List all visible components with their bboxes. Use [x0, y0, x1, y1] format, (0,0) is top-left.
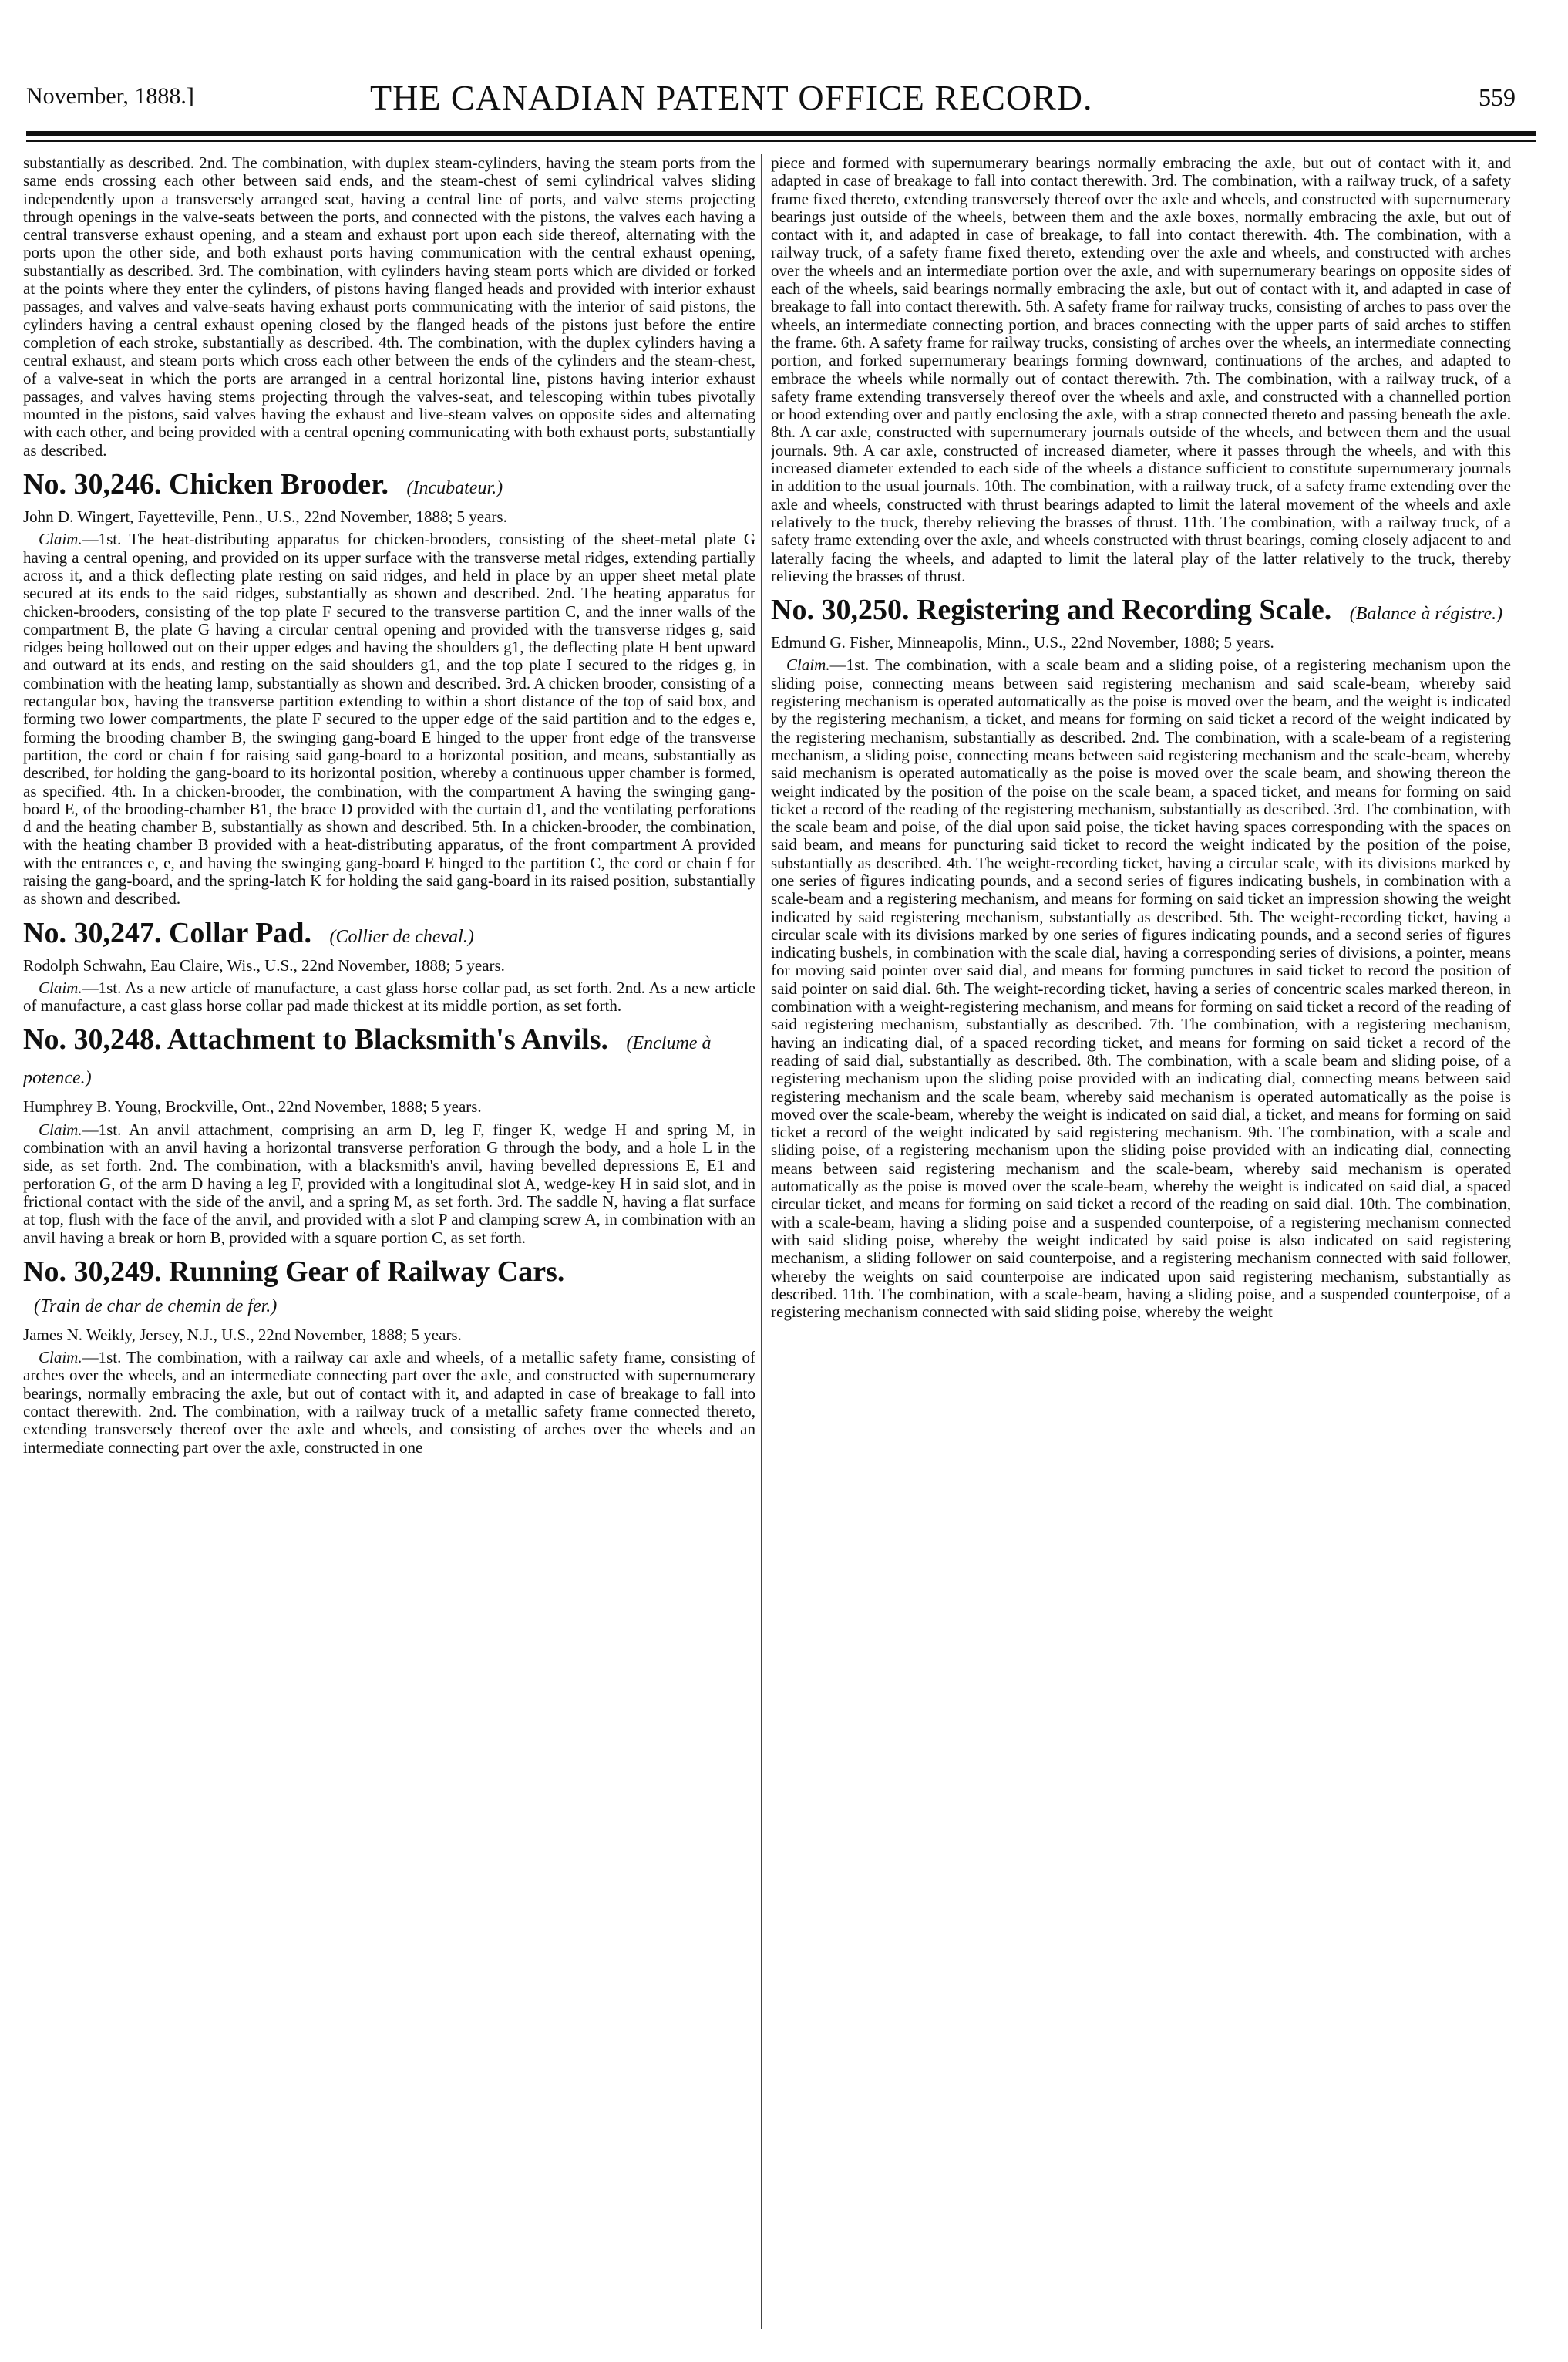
patent-number: No. 30,248.: [23, 1023, 162, 1056]
patent-heading: [23, 1024, 755, 1093]
header-rule-thick: [26, 131, 1536, 136]
patent-number: No. 30,249.: [23, 1255, 162, 1288]
claim-text: —1st. The heat-distributing apparatus for chicken-brooders, consisting of the sheet-metal plate G having a central opening, and provided on its upper surface with the transverse metal ridges, extending partially across it, and a thick deflecting plate resting on said ridges, and held in place by an upper sheet metal plate secured at its ends to the said ridges, substantially as shown and described. 2nd. The heating apparatus for chicken-brooders, consisting of the top plate F secured to the transverse partition C, and the inner walls of the compartment B, the plate G having a circular central opening and provided with the transverse ridges g, said ridges being hollowed out on their upper edges and having the shoulders g1, the deflecting plate H bent upward and outward at its ends, and resting on the said shoulders g1, and the top plate I secured to the ridges g, in combination with the heating lamp, substantially as shown and described. 3rd. A chicken brooder, consisting of a rectangular box, having the transverse partition extending to within a short distance of the top of said box, and forming two lower compartments, the plate F secured to the upper edge of the said partition and to the edges e, forming the brooding chamber B, the swinging gang-board E hinged to the upper front edge of the transverse partition, the cord or chain f for raising said gang-board to a horizontal position, and means, substantially as described, for holding the gang-board to its horizontal position, whereby a continuous upper chamber is formed, as specified. 4th. In a chicken-brooder, the combination, with the compartment A having the swinging gang-board E, of the brooding-chamber B1, the brace D provided with the curtain d1, and the ventilating perforations d and the heating chamber B, substantially as shown and described. 5th. In a chicken-brooder, the combination, with the heating chamber B provided with a heat-distributing apparatus, of the front compartment A provided with the entrances e, e, and having the swinging gang-board E hinged to the partition C, the cord or chain f for raising the gang-board, and the spring-latch K for holding the said gang-board in its raised position, substantially as shown and described.: [23, 530, 755, 908]
page-header: [0, 0, 1568, 116]
header-title: THE CANADIAN PATENT OFFICE RECORD.: [370, 78, 1093, 117]
claim-label: Claim.: [39, 978, 82, 997]
header-page-number: 559: [1479, 83, 1516, 111]
patent-title: Attachment to Blacksmith's Anvils.: [167, 1023, 608, 1056]
header-rule-thin: [26, 140, 1536, 142]
patent-heading: [23, 1256, 755, 1322]
continuation-text: substantially as described. 2nd. The combination, with duplex steam-cylinders, having the steam ports from the same ends crossing each other between said ends, and the steam-chest of semi cylindrical valves sliding independently upon a transversely arranged seat, having a central line of ports, and valve stems projecting through openings in the valve-seats between the ports, and connected with the pistons, the valves each having a central transverse exhaust opening, and a steam and exhaust port upon each side thereof, alternating with the ports upon the other side, and both exhaust ports having communication with the central exhaust opening, substantially as described. 3rd. The combination, with cylinders having steam ports which are divided or forked at the points where they enter the cylinders, of pistons having flanged heads and provided with interior exhaust passages, and valves and valve-seats having exhaust ports communicating with the interior of said pistons, the cylinders having a central exhaust opening closed by the flanged heads of the pistons just before the entire completion of each stroke, substantially as described. 4th. The combination, with the duplex cylinders having a central exhaust, and steam ports which cross each other between the ends of the cylinders and the steam-chest, of a valve-seat in which the ports are arranged in a central horizontal line, pistons having interior exhaust passages, and valves having stems projecting through the valves-seat, and telescoping within tubes pivotally mounted in the pistons, said valves having the exhaust and live-steam valves on opposite sides and alternating with each other, and being provided with a central opening communicating with both exhaust ports, substantially as described.: [23, 154, 755, 460]
patent-french-title: (Enclume à potence.): [23, 1033, 712, 1089]
patent-entry: [771, 595, 1511, 1321]
claim-text: —1st. The combination, with a railway car axle and wheels, of a metallic safety frame, consisting of arches over the wheels, and an intermediate connecting part over the axle, and constructed with supernumerary bearings, normally embracing the axle, but out of contact with it, and adapted in case of breakage to fall into contact therewith. 2nd. The combination, with a railway truck of a metallic safety frame connected thereto, extending transversely thereof over the axle and wheels, and consisting of arches over the wheels and an intermediate connecting part over the axle, constructed in one: [23, 1348, 755, 1457]
patent-french-title: (Train de char de chemin de fer.): [34, 1296, 278, 1316]
patent-entry: [23, 1256, 755, 1457]
patent-number: No. 30,246.: [23, 468, 162, 501]
claim-label: Claim.: [39, 1120, 82, 1139]
patent-title: Collar Pad.: [168, 916, 312, 949]
claim-label: Claim.: [39, 1348, 82, 1367]
patent-claim: [23, 979, 755, 1016]
patent-inventor: John D. Wingert, Fayetteville, Penn., U.S., 22nd November, 1888; 5 years.: [23, 507, 507, 527]
patent-title: Chicken Brooder.: [168, 468, 389, 501]
patent-entry: [23, 469, 755, 908]
patent-french-title: (Collier de cheval.): [329, 926, 474, 947]
patent-french-title: (Incubateur.): [406, 478, 503, 499]
continuation-text: piece and formed with supernumerary bearings normally embracing the axle, but out of contact with it, and adapted in case of breakage to fall into contact therewith. 3rd. The combination, with a railway truck, of a safety frame fixed thereto, extending transversely thereof over the axle and wheels, and constructed with supernumerary bearings just outside of the wheels, between them and the axle boxes, normally embracing the axle, but out of contact with it, and adapted in case of breakage, to fall into contact therewith. 4th. The combination, with a railway truck, of a safety frame fixed thereto, extending over the axle and wheels, and constructed with arches over the wheels and an intermediate portion over the axle, and with supernumerary bearings on opposite sides of each of the wheels, said bearings normally embracing the axle, but out of contact with it, and adapted in case of breakage to fall into contact therewith. 5th. A safety frame for railway trucks, consisting of arches to pass over the wheels, an intermediate connecting portion, and braces connecting with the upper parts of said arches to stiffen the frame. 6th. A safety frame for railway trucks, consisting of arches over the wheels, an intermediate connecting portion, and forked supernumerary bearings forming downward, continuations of the arches, and adapted to embrace the wheels while normally out of contact therewith. 7th. The combination, with a railway truck, of a safety frame extending transversely thereof over the wheels and axle, and constructed with a channelled portion or hood extending over and partly enclosing the axle, with a strap connected thereto and passing beneath the axle. 8th. A car axle, constructed with supernumerary journals outside of the wheels, and between them and the usual journals. 9th. A car axle, constructed of increased diameter, where it passes through the wheels, and with this increased diameter extended to each side of the wheels a distance sufficient to constitute supernumerary journals in addition to the usual journals. 10th. The combination, with a railway truck, of a safety frame extending over the axle and wheels, constructed with thrust bearings adapted to limit the lateral movement of the wheels and axle relatively to the truck, thereby relieving the brasses of thrust. 11th. The combination, with a railway truck, of a safety frame extending over the axle, and wheels constructed with thrust bearings, coming closely adjacent to and laterally facing the wheels, and adapted to limit the lateral play of the latter relatively to the truck, thereby relieving the brasses of thrust.: [771, 154, 1511, 585]
patent-title: Running Gear of Railway Cars.: [168, 1255, 565, 1288]
patent-claim: [771, 656, 1511, 1321]
claim-text: —1st. As a new article of manufacture, a cast glass horse collar pad, as set forth. 2nd. As a new article of manufacture, a cast glass horse collar pad made thickest at its middle portion, as set forth.: [23, 978, 755, 1016]
claim-text: —1st. An anvil attachment, comprising an arm D, leg F, finger K, wedge H and spring M, in combination with an anvil having a horizontal transverse perforation G through the body, and a hole L in the side, as set forth. 2nd. The combination, with a blacksmith's anvil, having bevelled depressions E, E1 and perforation G, of the arm D having a leg F, provided with a longitudinal slot A, wedge-key H in said slot, and in frictional contact with the side of the anvil, and a spring M, as set forth. 3rd. The saddle N, having a flat surface at top, flush with the face of the anvil, and provided with a slot P and clamping screw A, in combination with an anvil having a break or horn B, provided with a square portion C, as set forth.: [23, 1120, 755, 1247]
patent-claim: [23, 531, 755, 908]
header-date: November, 1888.]: [26, 83, 194, 109]
patent-inventor: Edmund G. Fisher, Minneapolis, Minn., U.S., 22nd November, 1888; 5 years.: [771, 633, 1274, 652]
claim-text: —1st. The combination, with a scale beam and a sliding poise, of a registering mechanism upon the sliding poise, connecting means between said registering mechanism and said scale-beam, whereby said registering mechanism is operated automatically as the poise is moved over the beam, and the weight is indicated by the registering mechanism, a ticket, and means for forming on said ticket a record of the weight indicated by the registering mechanism, substantially as described. 2nd. The combination, with a scale-beam of a registering mechanism, a sliding poise, connecting means between said registering mechanism and the scale-beam, whereby said mechanism is operated automatically as the poise is moved over the scale beam, and showing thereon the weight indicated by the position of the poise on the scale beam, a spaced ticket, and means for forming on said ticket a record of the reading of the registering mechanism, substantially as described. 3rd. The combination, with the scale beam and poise, of the dial upon said poise, the ticket having spaces corresponding with the spaces on said beam, and means for puncturing said ticket to record the weight indicated by the position of the poise, substantially as described. 4th. The weight-recording ticket, having a circular scale, with its divisions marked by one series of figures indicating pounds, and a second series of figures indicating bushels, in combination with a scale-beam and a registering mechanism, and means for forming on said ticket an impression showing the weight indicated by said registering mechanism, substantially as described. 5th. The weight-recording ticket, having a circular scale with its divisions marked by one series of figures indicating pounds, and a second series of figures indicating bushels, in combination with the scale dial, having a corresponding series of divisions, a pointer, means for moving said pointer over said dial, and means for forming punctures in said ticket to record the position of said pointer on said dial. 6th. The weight-recording ticket, having a series of concentric scales marked thereon, in combination with a weight-registering mechanism, and means for forming on said ticket a record of the reading of said registering mechanism, substantially as described. 7th. The combination, with a registering mechanism, having an indicating dial, of a spaced recording ticket, and means for forming on said ticket a record of the reading of said dial, substantially as described. 8th. The combination, with a scale beam and sliding poise, of a registering mechanism upon the sliding poise provided with an indicating dial, connecting means between said registering mechanism and the scale beam, whereby said mechanism is operated automatically as the poise is moved over the scale-beam, whereby the weight is indicated on said dial, a ticket, and means for forming on said ticket a record of the weight indicated by said registering mechanism. 9th. The combination, with a scale and sliding poise, of a registering mechanism upon the sliding poise provided with an indicating dial, connecting means between said registering mechanism and the scale-beam, whereby said mechanism is operated automatically as the poise is moved over the scale-beam, whereby the weight is indicated on said dial, a spaced circular ticket, and means for forming on said ticket a record of the reading on said dial. 10th. The combination, with a scale-beam, having a sliding poise and a suspended counterpoise, of a registering mechanism connected with said sliding poise, whereby the weight indicated by said poise is also indicated on said registering mechanism, a sliding follower on said counterpoise, and a registering mechanism connected with said follower, whereby the weights on said counterpoise are indicated upon said registering mechanism, substantially as described. 11th. The combination, with a scale-beam, having a sliding poise, and a suspended counterpoise, of a registering mechanism connected with said sliding poise, whereby the weight: [771, 655, 1511, 1322]
patent-entry: [23, 918, 755, 1016]
patent-inventor: James N. Weikly, Jersey, N.J., U.S., 22nd November, 1888; 5 years.: [23, 1325, 462, 1344]
patent-claim: [23, 1349, 755, 1457]
patent-french-title: (Balance à régistre.): [1349, 604, 1503, 625]
column-divider: [761, 154, 762, 2329]
patent-heading: [23, 918, 755, 952]
patent-title: Registering and Recording Scale.: [916, 594, 1332, 627]
patent-number: No. 30,250.: [771, 594, 910, 627]
patent-number: No. 30,247.: [23, 916, 162, 949]
claim-label: Claim.: [39, 530, 82, 549]
patent-entry: [23, 1024, 755, 1246]
patent-heading: [771, 595, 1511, 629]
patent-inventor: Rodolph Schwahn, Eau Claire, Wis., U.S., 22nd November, 1888; 5 years.: [23, 955, 505, 975]
patent-claim: [23, 1121, 755, 1247]
right-column: [771, 154, 1511, 2329]
claim-label: Claim.: [786, 655, 830, 675]
patent-inventor: Humphrey B. Young, Brockville, Ont., 22nd November, 1888; 5 years.: [23, 1097, 482, 1117]
patent-heading: [23, 469, 755, 504]
left-column: [23, 154, 755, 2329]
